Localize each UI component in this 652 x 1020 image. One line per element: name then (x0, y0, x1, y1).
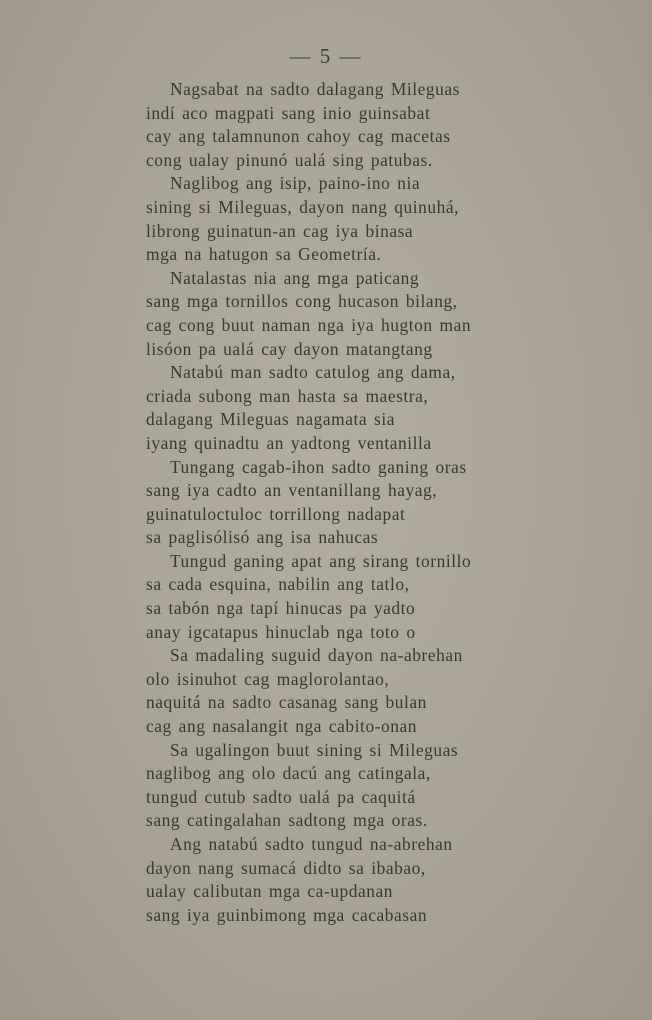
page-number: — 5 — (289, 44, 363, 68)
text-line: Nagsabat na sadto dalagang Mileguas (170, 79, 460, 99)
text-line: Ang natabú sadto tungud na-abrehan (170, 834, 453, 854)
text-line: Naglibog ang isip, paino-ino nia (170, 173, 421, 194)
text-line: sang iya guinbimong mga cacabasan (146, 904, 428, 925)
text-line: sa tabón nga tapí hinucas pa yadto (146, 598, 416, 619)
text-line: sang mga tornillos cong hucason bilang, (146, 291, 458, 312)
text-line: criada subong man hasta sa maestra, (146, 385, 429, 406)
text-line: cong ualay pinunó ualá sing patubas. (146, 149, 433, 170)
text-line: sa cada esquina, nabilin ang tatlo, (146, 574, 410, 595)
text-line: sa paglisólisó ang isa nahucas (146, 527, 379, 548)
text-line: anay igcatapus hinuclab nga toto o (146, 621, 416, 642)
text-line: Sa madaling suguid dayon na-abrehan (170, 645, 463, 666)
text-line: iyang quinadtu an yadtong ventanilla (146, 432, 432, 453)
text-line: sining si Mileguas, dayon nang quinuhá, (146, 196, 460, 217)
poem-text (146, 78, 618, 927)
text-line: Tungud ganing apat ang sirang tornillo (170, 550, 472, 571)
text-line: Sa ugalingon buut sining si Mileguas (170, 739, 459, 760)
text-line: naglibog ang olo dacú ang catingala, (146, 763, 431, 784)
text-line: Tungang cagab-ihon sadto ganing oras (170, 456, 467, 477)
text-line: librong guinatun-an cag iya binasa (146, 220, 414, 241)
text-line: dalagang Mileguas nagamata sia (146, 409, 395, 430)
text-line: Natalastas nia ang mga paticang (170, 267, 420, 288)
text-line: sang catingalahan sadtong mga oras. (146, 810, 428, 831)
text-line: indí aco magpati sang inio guinsabat (146, 102, 431, 123)
text-line: ualay calibutan mga ca-updanan (146, 881, 394, 902)
text-line: sang iya cadto an ventanillang hayag, (146, 480, 438, 501)
text-line: naquitá na sadto casanag sang bulan (146, 692, 427, 713)
text-line: tungud cutub sadto ualá pa caquitá (146, 786, 416, 807)
text-line: lisóon pa ualá cay dayon matangtang (146, 338, 433, 359)
text-line: cag cong buut naman nga iya hugton man (146, 314, 472, 335)
text-line: guinatuloctuloc torrillong nadapat (146, 503, 406, 524)
text-line: cay ang talamnunon cahoy cag macetas (146, 126, 451, 147)
text-line: dayon nang sumacá didto sa ibabao, (146, 857, 426, 878)
text-line: Natabú man sadto catulog ang dama, (170, 362, 456, 383)
text-line: olo isinuhot cag maglorolantao, (146, 668, 390, 689)
text-line: cag ang nasalangit nga cabito-onan (146, 716, 418, 737)
text-line: mga na hatugon sa Geometría. (146, 244, 382, 265)
